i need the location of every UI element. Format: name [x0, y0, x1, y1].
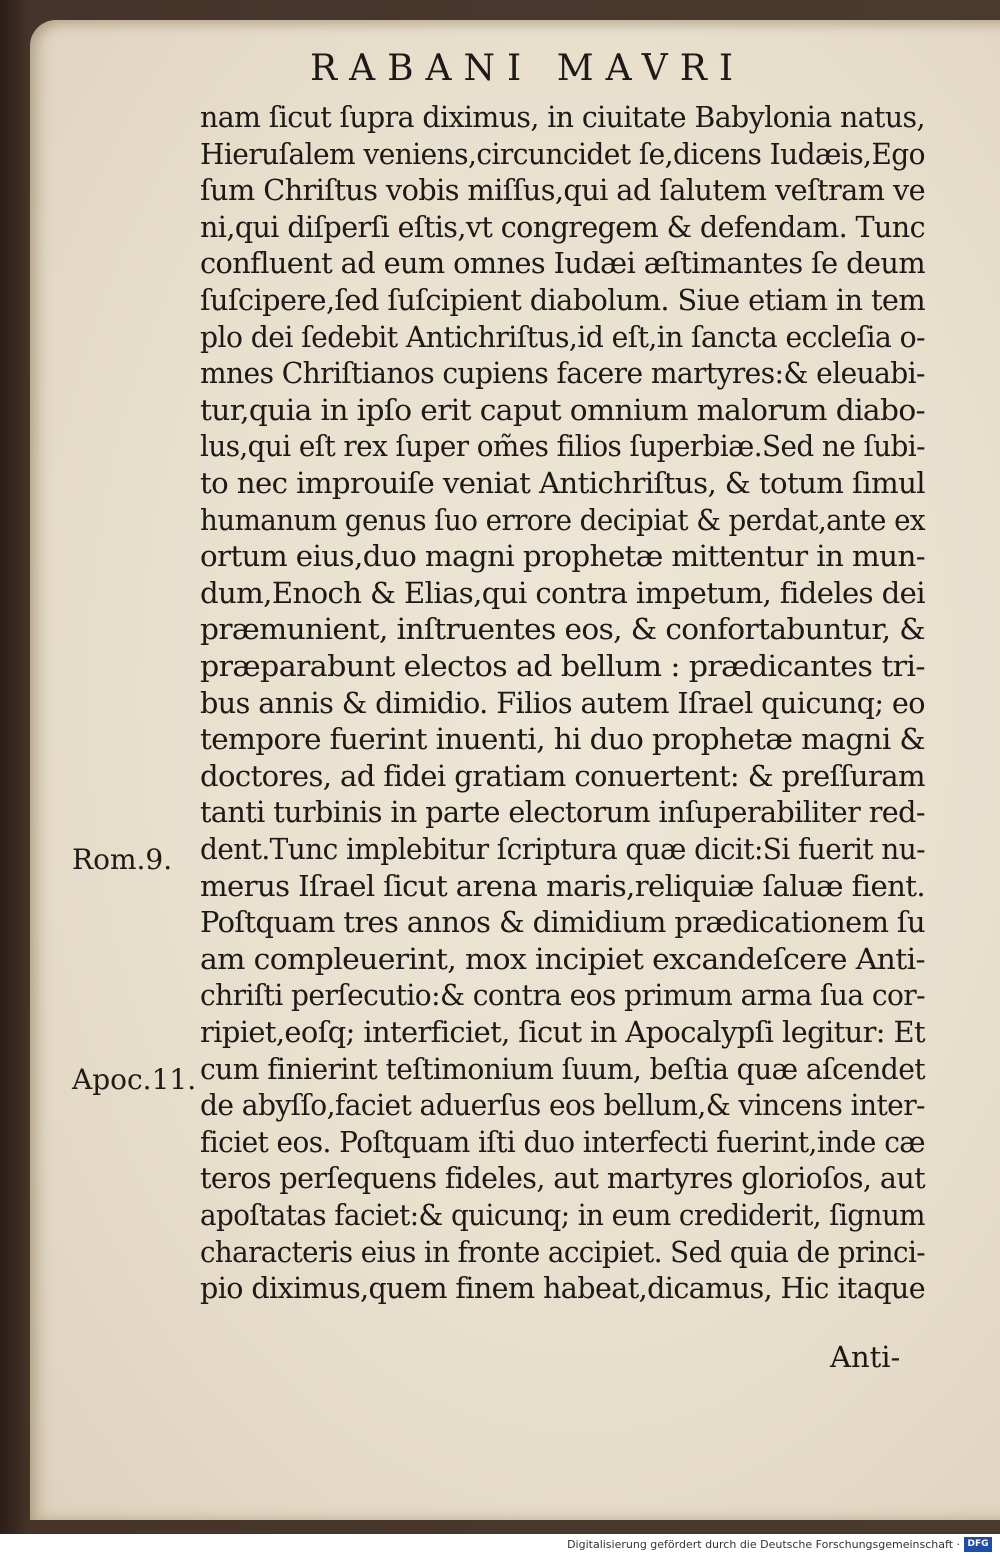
margin-note-rom: Rom.9. [72, 843, 173, 876]
text-line: ripiet,eoſq; interficiet, ſicut in Apocalypſi legitur: Et [200, 1015, 925, 1049]
text-line: merus Iſrael ſicut arena maris,reliquiæ ſaluæ fient. [200, 868, 925, 903]
text-line: cum finierint teſtimonium ſuum, beſtia quæ aſcendet [200, 1051, 926, 1086]
text-line: lus,qui eſt rex ſuper om̃es filios ſuperbiæ.Sed ne ſubi- [200, 429, 925, 464]
text-line: tempore fuerint inuenti, hi duo prophetæ magni & [200, 722, 926, 757]
text-line: confluent ad eum omnes Iudæi æſtimantes ſe deum [200, 246, 926, 281]
text-line: doctores, ad fidei gratiam conuertent: & preſſuram [200, 758, 925, 793]
text-line: ficiet eos. Poſtquam iſti duo interfecti fuerint,inde cæ [200, 1124, 925, 1159]
text-line: am compleuerint, mox incipiet excandeſcere Anti- [200, 941, 925, 976]
margin-note-apoc: Apoc.11. [72, 1063, 197, 1096]
text-line: dent.Tunc implebitur ſcriptura quæ dicit:Si fuerit nu- [200, 832, 926, 866]
text-line: dum,Enoch & Elias,qui contra impetum, fideles dei [200, 575, 926, 610]
text-line: ſum Chriſtus vobis miſſus,qui ad ſalutem veſtram ve [200, 173, 926, 208]
text-line: ſuſcipere,ſed ſuſcipient diabolum. Siue etiam in tem [200, 283, 926, 317]
text-line: humanum genus ſuo errore decipiat & perdat,ante ex [200, 502, 925, 537]
text-line: præparabunt electos ad bellum : prædicantes tri- [200, 649, 925, 683]
text-line: apoſtatas faciet:& quicunq; in eum crediderit, ſignum [200, 1198, 925, 1232]
text-line: ortum eius,duo magni prophetæ mittentur in mun- [200, 539, 926, 574]
text-line: Hieruſalem veniens,circuncidet ſe,dicens Iudæis,Ego [200, 136, 925, 171]
text-line: Poſtquam tres annos & dimidium prædicationem ſu [200, 905, 926, 940]
text-line: to nec improuiſe veniat Antichriſtus, & totum ſimul [200, 466, 926, 500]
text-line: de abyſſo,faciet aduerſus eos bellum,& vincens inter- [200, 1088, 925, 1123]
text-line: pio diximus,quem finem habeat,dicamus, Hic itaque [200, 1271, 926, 1306]
footer-credit: Digitalisierung gefördert durch die Deutsche Forschungsgemeinschaft · [567, 1538, 960, 1551]
text-line: bus annis & dimidio. Filios autem Iſrael quicunq; eo [200, 685, 925, 720]
text-line: mnes Chriſtianos cupiens facere martyres:& eleuabi- [200, 356, 925, 391]
catchword: Anti- [830, 1340, 901, 1374]
text-line: plo dei ſedebit Antichriſtus,id eſt,in ſancta eccleſia o- [200, 319, 926, 354]
text-line: teros perſequens fideles, aut martyres glorioſos, aut [200, 1161, 926, 1196]
text-line: tur,quia in ipſo erit caput omnium malorum diabo- [200, 392, 926, 427]
text-line: nam ſicut ſupra diximus, in ciuitate Babylonia natus, [200, 100, 925, 134]
text-line: chriſti perſecutio:& contra eos primum arma ſua cor- [200, 978, 925, 1013]
text-line: ni,qui diſperſi eſtis,vt congregem & defendam. Tunc [200, 209, 926, 244]
dfg-logo-icon: DFG [964, 1537, 992, 1552]
text-line: tanti turbinis in parte electorum inſuperabiliter red- [200, 795, 925, 830]
text-line: characteris eius in fronte accipiet. Sed quia de princi- [200, 1234, 926, 1269]
running-title: RABANI MAVRI [310, 48, 746, 89]
text-line: præmunient, inſtruentes eos, & confortabuntur, & [200, 612, 926, 647]
